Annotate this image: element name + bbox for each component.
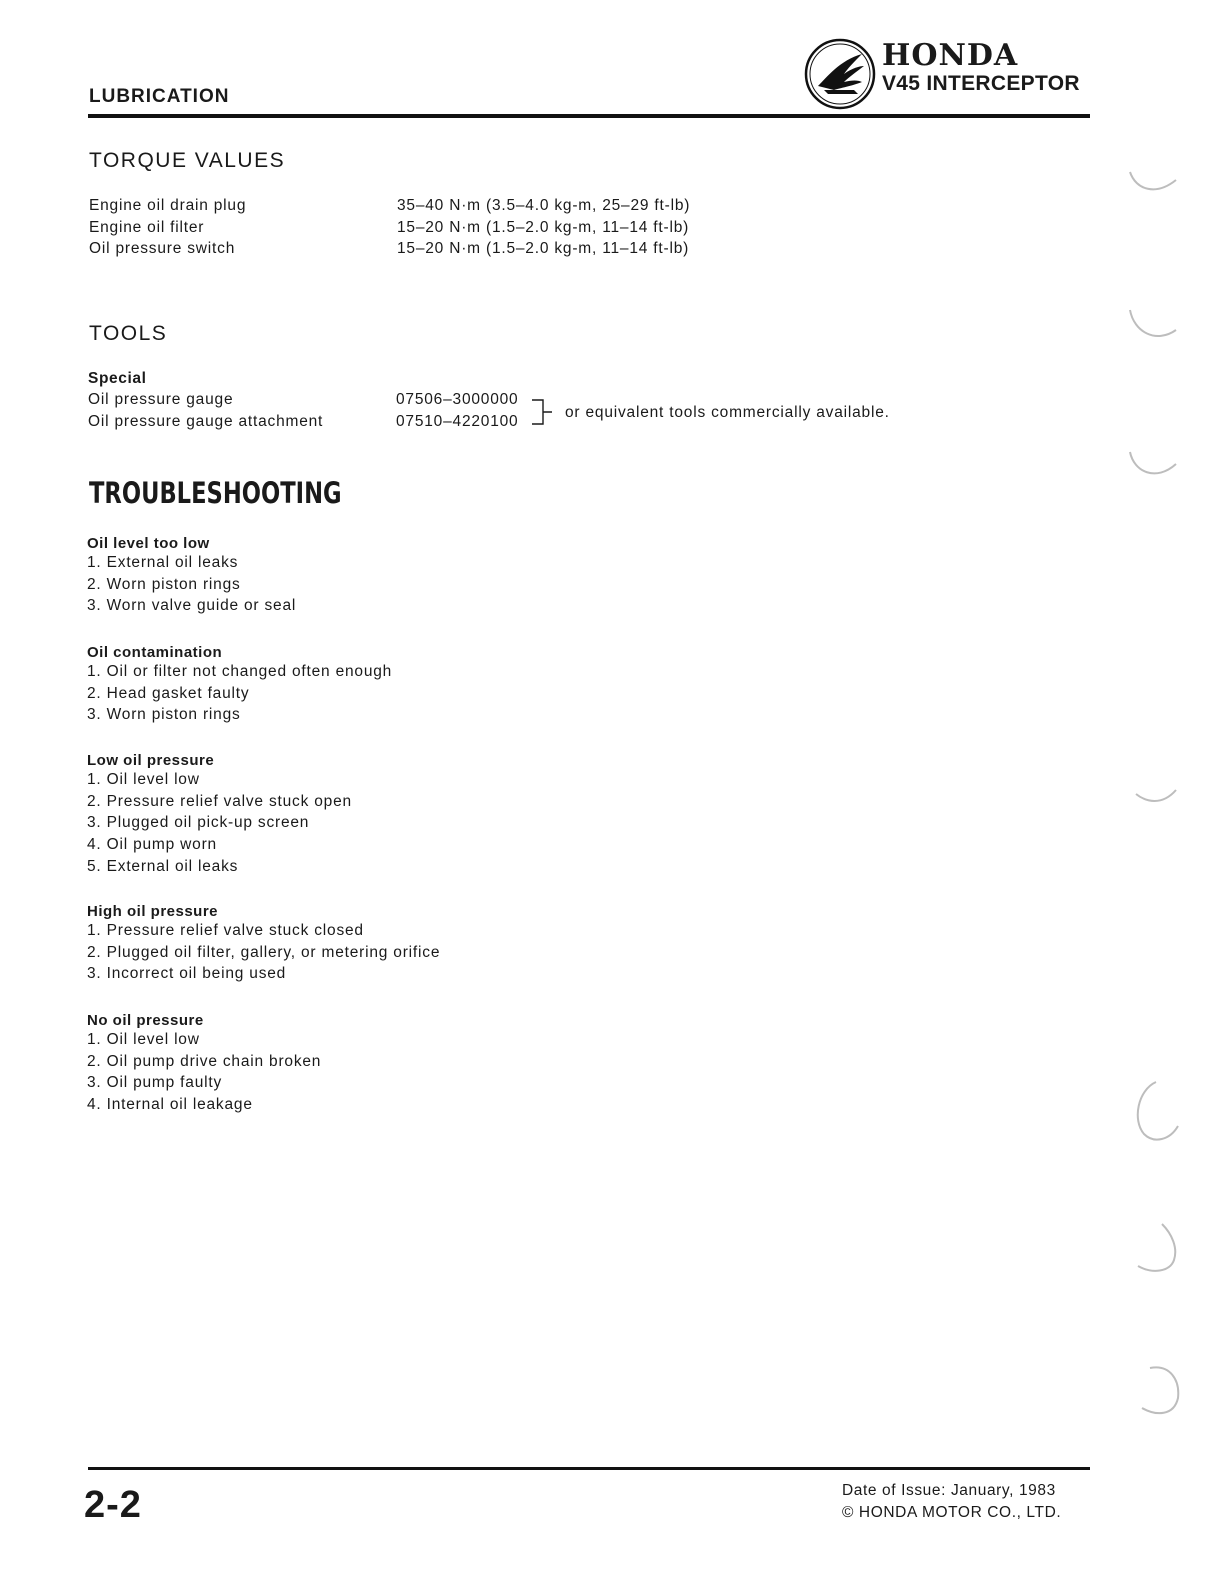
tools-note: or equivalent tools commercially available. xyxy=(565,404,890,421)
list-item: 2. Worn piston rings xyxy=(87,575,241,593)
trouble-group xyxy=(87,535,296,617)
list-item: 1. Pressure relief valve stuck closed xyxy=(87,922,364,939)
trouble-group-title: Low oil pressure xyxy=(87,752,215,769)
trouble-group xyxy=(87,1012,321,1116)
torque-row xyxy=(89,238,789,260)
tool-code: 07510–4220100 xyxy=(396,412,519,430)
list-item: 2. Pressure relief valve stuck open xyxy=(87,792,352,810)
issue-date: Date of Issue: January, 1983 xyxy=(842,1482,1056,1499)
trouble-group-title: Oil contamination xyxy=(87,644,223,661)
list-item: 2. Plugged oil filter, gallery, or metering orifice xyxy=(87,943,441,961)
honda-wing-icon xyxy=(804,38,876,110)
page-number: 2-2 xyxy=(84,1484,142,1526)
footer-rule xyxy=(88,1467,1090,1470)
list-item: 1. External oil leaks xyxy=(87,554,239,571)
troubleshooting-title: TROUBLESHOOTING xyxy=(89,476,342,510)
tools-heading: TOOLS xyxy=(89,322,168,345)
trouble-group xyxy=(87,752,352,878)
torque-item: Engine oil drain plug xyxy=(89,197,247,214)
trouble-group xyxy=(87,644,392,726)
tool-code: 07506–3000000 xyxy=(396,391,519,408)
copyright: © HONDA MOTOR CO., LTD. xyxy=(842,1504,1062,1521)
list-item: 3. Plugged oil pick-up screen xyxy=(87,814,310,832)
trouble-group-title: No oil pressure xyxy=(87,1012,204,1029)
torque-item: Engine oil filter xyxy=(89,218,205,236)
trouble-group xyxy=(87,903,440,985)
torque-row xyxy=(89,195,789,217)
list-item: 3. Incorrect oil being used xyxy=(87,965,287,983)
trouble-group-title: Oil level too low xyxy=(87,535,210,552)
list-item: 2. Head gasket faulty xyxy=(87,684,250,702)
list-item: 3. Oil pump faulty xyxy=(87,1074,223,1092)
torque-value: 35–40 N·m (3.5–4.0 kg-m, 25–29 ft-lb) xyxy=(397,197,691,214)
tools-subheading: Special xyxy=(88,370,147,387)
binder-hole-marks xyxy=(1120,150,1190,1430)
list-item: 1. Oil or filter not changed often enough xyxy=(87,663,393,680)
model-name: V45 INTERCEPTOR xyxy=(882,72,1080,95)
torque-item: Oil pressure switch xyxy=(89,240,236,257)
header-rule xyxy=(88,114,1090,118)
torque-table xyxy=(89,195,789,260)
list-item: 1. Oil level low xyxy=(87,771,200,788)
tool-item: Oil pressure gauge attachment xyxy=(88,412,324,430)
list-item: 3. Worn piston rings xyxy=(87,706,241,724)
list-item: 4. Internal oil leakage xyxy=(87,1096,253,1114)
list-item: 5. External oil leaks xyxy=(87,857,239,875)
list-item: 4. Oil pump worn xyxy=(87,836,217,854)
list-item: 2. Oil pump drive chain broken xyxy=(87,1052,322,1070)
trouble-group-title: High oil pressure xyxy=(87,903,219,920)
list-item: 3. Worn valve guide or seal xyxy=(87,597,297,615)
tool-item: Oil pressure gauge xyxy=(88,391,234,408)
section-title: LUBRICATION xyxy=(89,86,230,107)
torque-value: 15–20 N·m (1.5–2.0 kg-m, 11–14 ft-lb) xyxy=(397,240,690,257)
tools-bracket xyxy=(532,397,558,427)
torque-heading: TORQUE VALUES xyxy=(89,149,286,172)
torque-value: 15–20 N·m (1.5–2.0 kg-m, 11–14 ft-lb) xyxy=(397,218,690,236)
torque-row xyxy=(89,217,789,239)
list-item: 1. Oil level low xyxy=(87,1031,200,1048)
brand-name: HONDA xyxy=(882,38,1019,73)
